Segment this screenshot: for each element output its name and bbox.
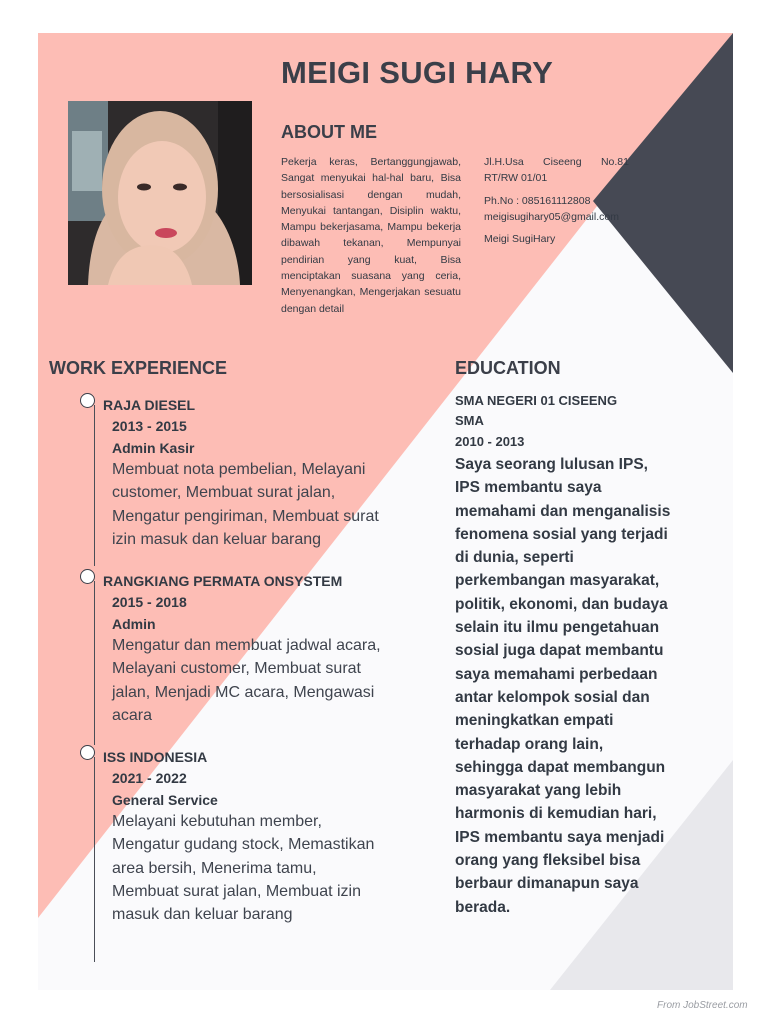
education-school: SMA NEGERI 01 CISEENG [455, 393, 618, 408]
footer-source: From JobStreet.com [657, 1000, 748, 1011]
job-company: RAJA DIESEL [103, 397, 196, 413]
work-experience-heading: WORK EXPERIENCE [49, 358, 228, 378]
contact-address: Jl.H.Usa Ciseeng No.81 RT/RW 01/01 [484, 156, 629, 185]
contact-phone: Ph.No : 085161112808 [484, 194, 591, 207]
timeline-dot [80, 745, 95, 760]
job-description: Membuat nota pembelian, Melayani customer, Membuat surat jalan, Mengatur pengiriman, Membuat surat izin masuk dan keluar barang [112, 461, 379, 548]
resume-page [38, 33, 733, 990]
job-description: Mengatur dan membuat jadwal acara, Melayani customer, Membuat surat jalan, Menjadi MC acara, Mengawasi acara [112, 637, 381, 724]
job-company: RANGKIANG PERMATA ONSYSTEM [103, 573, 343, 589]
timeline-line [94, 581, 95, 745]
about-heading: ABOUT ME [281, 122, 377, 142]
profile-photo [68, 101, 252, 285]
job-company: ISS INDONESIA [103, 749, 208, 765]
timeline-line [94, 405, 95, 566]
timeline-dot [80, 393, 95, 408]
timeline-dot [80, 569, 95, 584]
contact-social: Meigi SugiHary [484, 232, 556, 245]
education-description: Saya seorang lulusan IPS, IPS membantu saya memahami dan menganalisis fenomena sosial yang terjadi di dunia, seperti perkembangan masyarakat, politik, ekonomi, dan budaya selain itu ilmu pengetahuan sosial juga dapat membantu saya memahami perbedaan antar kelompok sosial dan meningkatkan empati terhadap orang lain, sehingga dapat membangun masyarakat yang lebih harmonis di kemudian hari, IPS membantu saya menjadi orang yang fleksibel bisa berbaur dimanapun saya berada. [455, 456, 671, 916]
about-text: Pekerja keras, Bertanggungjawab, Sangat menyukai hal-hal baru, Bisa bersosialisasi dengan mudah, Menyukai tantangan, Disiplin waktu, Mampu bekerjasama, Mampu bekerja dibawah tekanan, Mempunyai pendirian yang kuat, Bisa menciptakan suasana yang ceria, Menyenangkan, Mengerjakan sesuatu dengan detail [281, 156, 461, 315]
job-years: 2015 - 2018 [112, 594, 187, 610]
timeline-line [94, 757, 95, 962]
job-description: Melayani kebutuhan member, Mengatur gudang stock, Memastikan area bersih, Menerima tamu, Membuat surat jalan, Membuat izin masuk dan keluar barang [112, 813, 375, 924]
education-years: 2010 - 2013 [455, 434, 525, 449]
contact-email: meigisugihary05@gmail.com [484, 210, 619, 223]
job-years: 2021 - 2022 [112, 770, 187, 786]
contact-block [484, 154, 629, 247]
education-item [455, 391, 675, 919]
education-level: SMA [455, 413, 484, 428]
job-years: 2013 - 2015 [112, 418, 187, 434]
job-role: General Service [112, 792, 218, 808]
job-role: Admin [112, 616, 156, 632]
person-name: MEIGI SUGI HARY [281, 55, 554, 90]
education-heading: EDUCATION [455, 358, 561, 378]
job-role: Admin Kasir [112, 440, 195, 456]
